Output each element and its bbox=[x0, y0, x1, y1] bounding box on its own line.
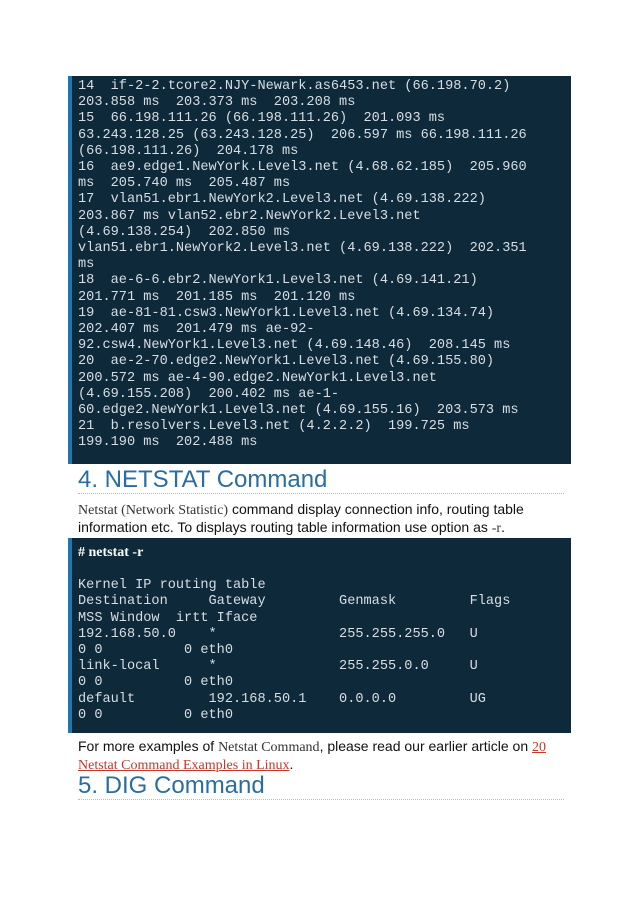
traceroute-line: 16 ae9.edge1.NewYork.Level3.net (4.68.62.185) 205.960 bbox=[78, 160, 527, 176]
traceroute-line: 63.243.128.25 (63.243.128.25) 206.597 ms 66.198.111.26 bbox=[78, 127, 527, 143]
netstat-line: default 192.168.50.1 0.0.0.0 UG bbox=[78, 691, 486, 707]
traceroute-line: 18 ae-6-6.ebr2.NewYork1.Level3.net (4.69.141.21) bbox=[78, 273, 478, 289]
traceroute-line: 200.572 ms ae-4-90.edge2.NewYork1.Level3.net bbox=[78, 370, 437, 386]
traceroute-line: 17 vlan51.ebr1.NewYork2.Level3.net (4.69.138.222) bbox=[78, 192, 486, 208]
netstat-command-term: Netstat Command bbox=[218, 740, 320, 755]
section-heading-dig: 5. DIG Command bbox=[78, 772, 265, 799]
traceroute-output-block bbox=[68, 76, 571, 464]
traceroute-line: 60.edge2.NewYork1.Level3.net (4.69.155.16) 203.573 ms bbox=[78, 403, 519, 419]
traceroute-line: 19 ae-81-81.csw3.NewYork1.Level3.net (4.69.134.74) bbox=[78, 305, 495, 321]
traceroute-line: 92.csw4.NewYork1.Level3.net (4.69.148.46) 208.145 ms bbox=[78, 338, 511, 354]
netstat-line: 0 0 0 eth0 bbox=[78, 643, 233, 659]
netstat-term: Netstat (Network Statistic) bbox=[78, 503, 229, 518]
section-heading-netstat: 4. NETSTAT Command bbox=[78, 466, 328, 493]
traceroute-line: 203.858 ms 203.373 ms 203.208 ms bbox=[78, 95, 356, 111]
traceroute-output-text bbox=[72, 79, 571, 452]
traceroute-line: ms bbox=[78, 257, 95, 273]
traceroute-line: vlan51.ebr1.NewYork2.Level3.net (4.69.138.222) 202.351 bbox=[78, 241, 527, 257]
netstat-line: Kernel IP routing table bbox=[78, 578, 266, 594]
traceroute-line: ms 205.740 ms 205.487 ms bbox=[78, 176, 291, 192]
netstat-output-text bbox=[72, 562, 571, 724]
netstat-intro-paragraph: Netstat (Network Statistic) command display connection info, routing table information etc. To displays routing table information use option as -r. bbox=[78, 501, 524, 536]
traceroute-line: 14 if-2-2.tcore2.NJY-Newark.as6453.net (66.198.70.2) bbox=[78, 79, 511, 94]
traceroute-line: (4.69.155.208) 200.402 ms ae-1- bbox=[78, 386, 340, 402]
traceroute-line: 21 b.resolvers.Level3.net (4.2.2.2) 199.725 ms bbox=[78, 419, 470, 435]
netstat-command: # netstat -r bbox=[78, 545, 144, 560]
more-examples-paragraph: For more examples of Netstat Command, please read our earlier article on 20 Netstat Command Examples in Linux. bbox=[78, 738, 547, 773]
netstat-line: link-local * 255.255.0.0 U bbox=[78, 659, 478, 675]
traceroute-line: 202.407 ms 201.479 ms ae-92- bbox=[78, 322, 315, 338]
netstat-intro-text: command display connection info, routing table information etc. To displays routing table information use option as bbox=[78, 501, 524, 535]
netstat-output-block bbox=[68, 538, 571, 733]
traceroute-line: (4.69.138.254) 202.850 ms bbox=[78, 224, 291, 240]
netstat-line: Destination Gateway Genmask Flags bbox=[78, 594, 511, 610]
option-r: -r bbox=[491, 521, 502, 536]
traceroute-line: (66.198.111.26) 204.178 ms bbox=[78, 143, 299, 159]
netstat-line: MSS Window irtt Iface bbox=[78, 610, 258, 626]
heading-divider bbox=[78, 493, 564, 494]
netstat-line: 0 0 0 eth0 bbox=[78, 707, 233, 723]
traceroute-line: 15 66.198.111.26 (66.198.111.26) 201.093 ms bbox=[78, 111, 446, 127]
netstat-examples-link[interactable]: 20 Netstat Command Examples in Linux bbox=[78, 740, 547, 773]
netstat-line: 0 0 0 eth0 bbox=[78, 675, 233, 691]
traceroute-line: 199.190 ms 202.488 ms bbox=[78, 435, 258, 451]
traceroute-line: 203.867 ms vlan52.ebr2.NewYork2.Level3.net bbox=[78, 208, 421, 224]
heading-divider-2 bbox=[78, 799, 564, 800]
traceroute-line: 20 ae-2-70.edge2.NewYork1.Level3.net (4.69.155.80) bbox=[78, 354, 495, 370]
traceroute-line: 201.771 ms 201.185 ms 201.120 ms bbox=[78, 289, 356, 305]
netstat-line: 192.168.50.0 * 255.255.255.0 U bbox=[78, 626, 478, 642]
